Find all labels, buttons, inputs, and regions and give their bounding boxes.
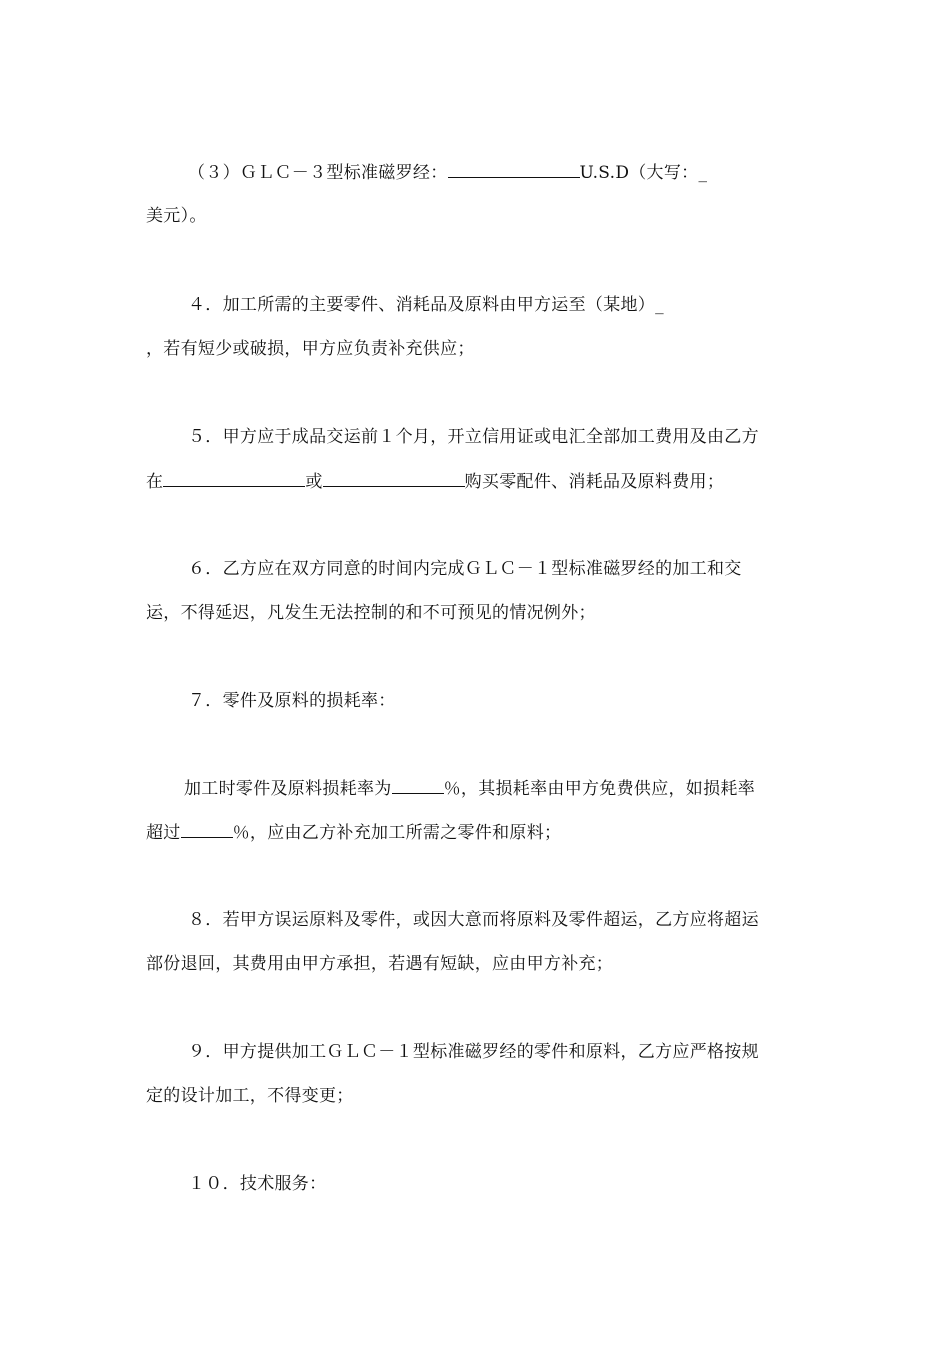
clause-10-text: １０．技术服务： (188, 1174, 327, 1194)
loss-rate-text-2: ％，其损耗率由甲方免费供应，如损耗率 (443, 779, 756, 799)
clause-4-text-2: ，若有短少或破损，甲方应负责补充供应； (146, 339, 475, 359)
location-blank-1 (163, 469, 305, 487)
clause-8-text-1: ８．若甲方误运原料及零件，或因大意而将原料及零件超运，乙方应将超运 (188, 910, 759, 930)
clause-9-text-1: ９．甲方提供加工ＧＬＣ－１型标准磁罗经的零件和原料，乙方应严格按规 (188, 1042, 759, 1062)
clause-5-purchase-text: 购买零配件、消耗品及原料费用； (464, 472, 725, 492)
loss-rate-line-1 (184, 776, 755, 801)
exceed-text: 超过 (146, 823, 181, 843)
exceed-text-2: ％，应由乙方补充加工所需之零件和原料； (232, 823, 562, 843)
clause-5-text-1: ５．甲方应于成品交运前１个月，开立信用证或电汇全部加工费用及由乙方 (188, 427, 759, 447)
clause-6-text-1: ６．乙方应在双方同意的时间内完成ＧＬＣ－１型标准磁罗经的加工和交 (188, 559, 742, 579)
price-blank (448, 160, 580, 178)
clause-6-line-1 (188, 557, 742, 581)
clause-5-line-2 (146, 469, 724, 494)
clause-8-line-2 (146, 952, 613, 976)
clause-4-text-1: ４．加工所需的主要零件、消耗品及原料由甲方运至（某地）_ (188, 295, 664, 315)
loss-rate-text-1: 加工时零件及原料损耗率为 (184, 779, 392, 799)
clause-5-at-text: 在 (146, 472, 164, 492)
clause-9-line-2 (146, 1084, 354, 1108)
clause-5-line-1 (188, 425, 759, 449)
location-blank-2 (323, 469, 465, 487)
clause-5-or-text: 或 (305, 472, 323, 492)
clause-9-line-1 (188, 1040, 759, 1064)
clause-9-text-2: 定的设计加工，不得变更； (146, 1086, 354, 1106)
clause-7-heading (188, 689, 396, 713)
clause-4-line-2 (146, 337, 475, 361)
clause-3-label: （３）ＧＬＣ－３型标准磁罗经： (188, 163, 448, 183)
clause-3-continuation-text: 美元）。 (146, 206, 207, 226)
currency-text: U.S.D（大写：_ (579, 163, 708, 183)
loss-rate-blank (392, 776, 444, 794)
clause-10-heading (188, 1172, 326, 1196)
loss-rate-line-2 (146, 820, 561, 845)
clause-3-continuation (146, 204, 207, 228)
clause-8-text-2: 部份退回，其费用由甲方承担，若遇有短缺，应由甲方补充； (146, 954, 614, 974)
clause-8-line-1 (188, 908, 759, 932)
clause-6-line-2 (146, 601, 596, 625)
clause-6-text-2: 运，不得延迟，凡发生无法控制的和不可预见的情况例外； (146, 603, 596, 623)
clause-3-compass-price-line (188, 160, 707, 185)
clause-4-line-1 (188, 293, 664, 317)
clause-7-text: ７．零件及原料的损耗率： (188, 691, 396, 711)
exceed-rate-blank (181, 820, 233, 838)
